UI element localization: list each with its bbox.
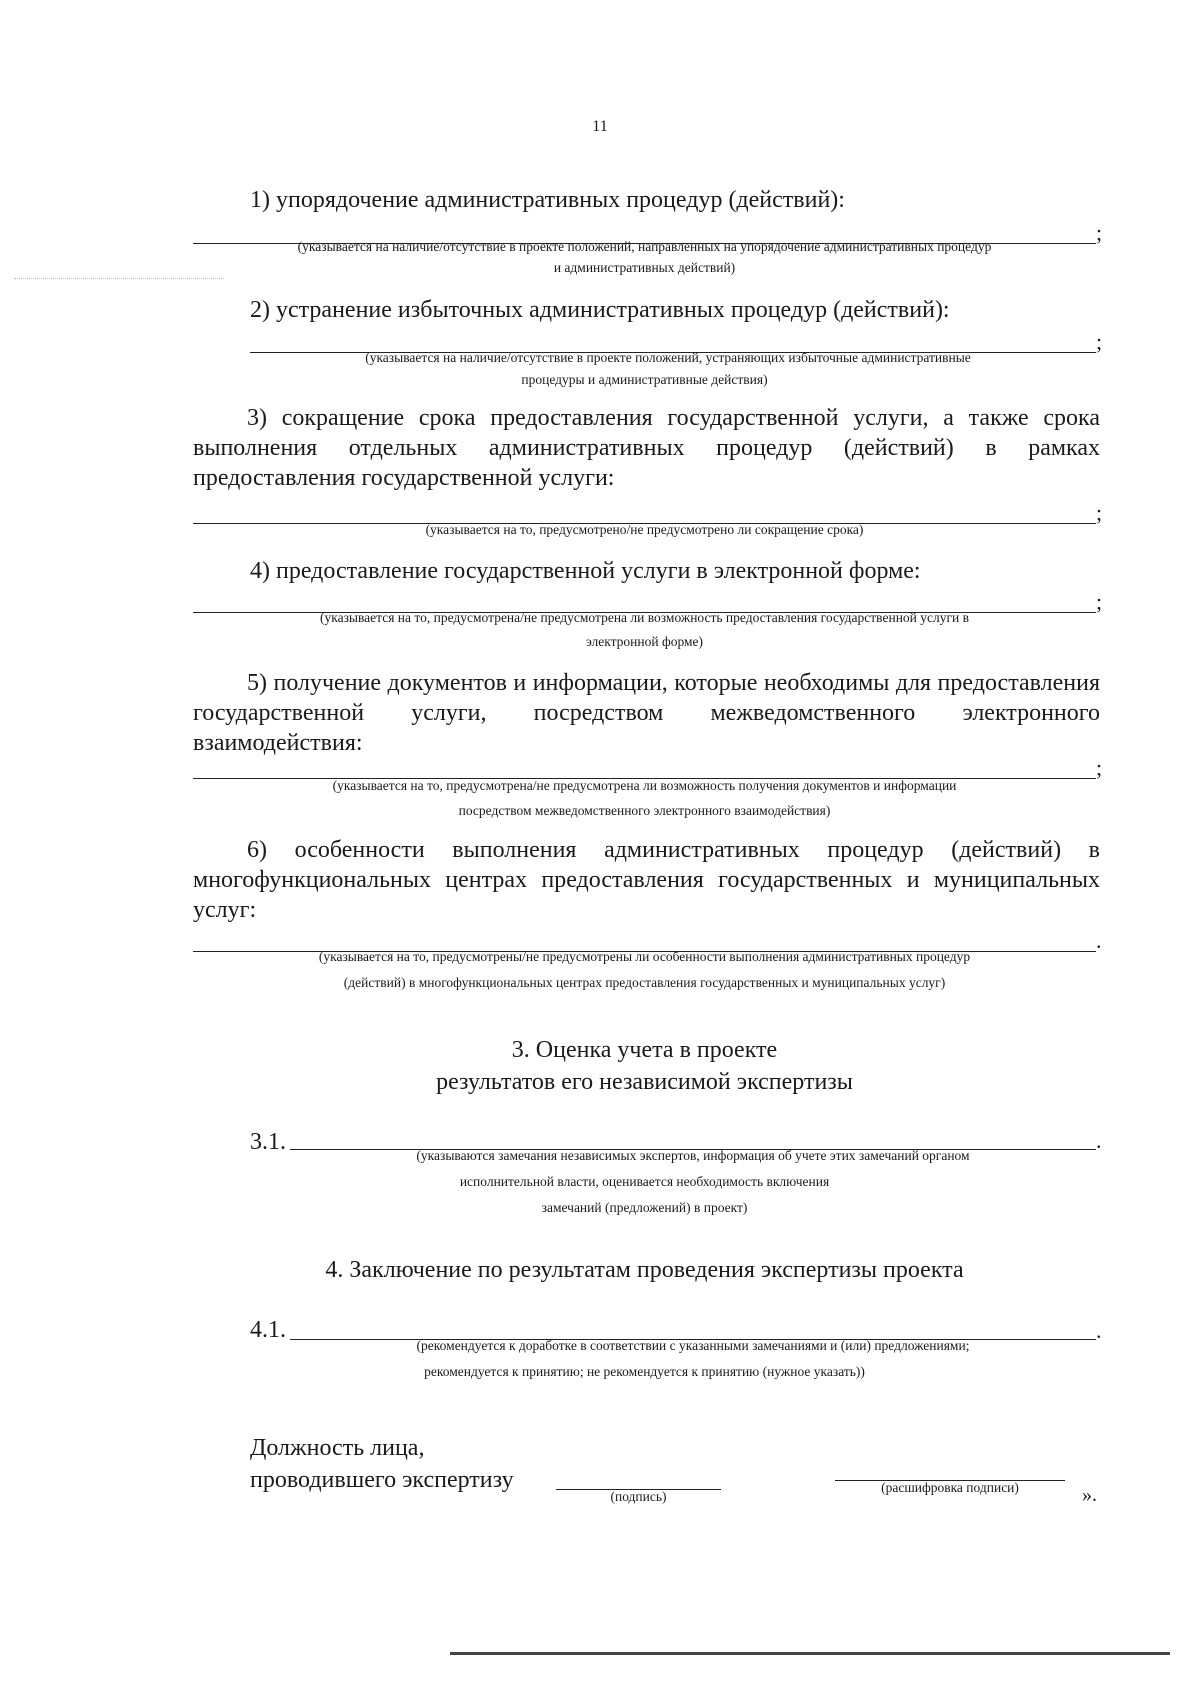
section-4-hint-line-2: рекомендуется к принятию; не рекомендуется к принятию (нужное указать)) — [424, 1364, 865, 1379]
item-5-label: 5) получение документов и информации, которые необходимы для предоставления государственной услуги, посредством межведомственного электронного взаимодействия: — [193, 670, 1100, 756]
page-number: 11 — [592, 118, 608, 135]
section-4-hint-line-1: (рекомендуется к доработке в соответствии с указанными замечаниями и (или) предложениями; — [416, 1338, 970, 1353]
item-1-punct: ; — [1096, 220, 1103, 245]
section-3-hint-line-2: исполнительной власти, оценивается необходимость включения — [459, 1174, 830, 1189]
item-5-hint-line-2: посредством межведомственного электронного взаимодействия) — [458, 803, 831, 818]
scan-artifact-line — [14, 278, 224, 279]
item-1-hint-line-2: и административных действий) — [553, 260, 736, 275]
item-4-hint-line-2: электронной форме) — [585, 634, 704, 649]
section-3-title-line-1: 3. Оценка учета в проекте — [511, 1037, 778, 1063]
section-4-item-number: 4.1. — [250, 1317, 286, 1343]
item-1-label: 1) упорядочение административных процедур (действий): — [250, 187, 845, 213]
closing-quote: ». — [1082, 1484, 1097, 1506]
item-2-hint-line-1: (указывается на наличие/отсутствие в проекте положений, устраняющих избыточные административные — [365, 350, 971, 365]
item-2-punct: ; — [1096, 329, 1103, 354]
item-5-hint-line-1: (указывается на то, предусмотрена/не предусмотрена ли возможность получения документов и информации — [332, 778, 957, 793]
section-3-hint-line-1: (указываются замечания независимых экспертов, информация об учете этих замечаний органом — [416, 1148, 970, 1163]
item-1-hint-line-1: (указывается на наличие/отсутствие в проекте положений, направленных на упорядочение административных процедур — [297, 239, 992, 254]
item-3-label: 3) сокращение срока предоставления государственной услуги, а также срока выполнения отдельных административных процедур (действий) в рамках предоставления государственной услуги: — [193, 405, 1100, 491]
section-4-title: 4. Заключение по результатам проведения экспертизы проекта — [325, 1257, 964, 1283]
signature-position-line-1: Должность лица, — [250, 1435, 425, 1461]
item-4-hint-line-1: (указывается на то, предусмотрена/не предусмотрена ли возможность предоставления государственной услуги в — [319, 610, 970, 625]
item-4-punct: ; — [1096, 589, 1103, 614]
item-5-punct: ; — [1096, 755, 1103, 780]
section-3-punct: . — [1096, 1128, 1102, 1153]
item-6-hint-line-2: (действий) в многофункциональных центрах предоставления государственных и муниципальных услуг) — [343, 975, 946, 990]
signature-hint: (подпись) — [610, 1489, 667, 1504]
section-3-item-number: 3.1. — [250, 1129, 286, 1155]
item-6-punct: . — [1096, 928, 1102, 953]
section-4-punct: . — [1096, 1318, 1102, 1343]
bottom-scan-edge-line — [450, 1652, 1170, 1655]
signature-position-line-2: проводившего экспертизу — [250, 1467, 514, 1493]
item-3-hint-line-1: (указывается на то, предусмотрено/не предусмотрено ли сокращение срока) — [425, 522, 864, 537]
item-2-hint-line-2: процедуры и административные действия) — [521, 372, 768, 387]
section-3-hint-line-3: замечаний (предложений) в проект) — [541, 1200, 748, 1215]
item-2-label: 2) устранение избыточных административных процедур (действий): — [250, 297, 950, 323]
item-4-label: 4) предоставление государственной услуги в электронной форме: — [250, 558, 921, 584]
signature-decode-hint: (расшифровка подписи) — [881, 1480, 1019, 1495]
item-3-punct: ; — [1096, 500, 1103, 525]
item-6-hint-line-1: (указывается на то, предусмотрены/не предусмотрены ли особенности выполнения административных процедур — [318, 949, 971, 964]
section-3-title-line-2: результатов его независимой экспертизы — [436, 1069, 853, 1095]
item-6-label: 6) особенности выполнения административных процедур (действий) в многофункциональных центрах предоставления государственных и муниципальных услуг: — [193, 837, 1100, 923]
